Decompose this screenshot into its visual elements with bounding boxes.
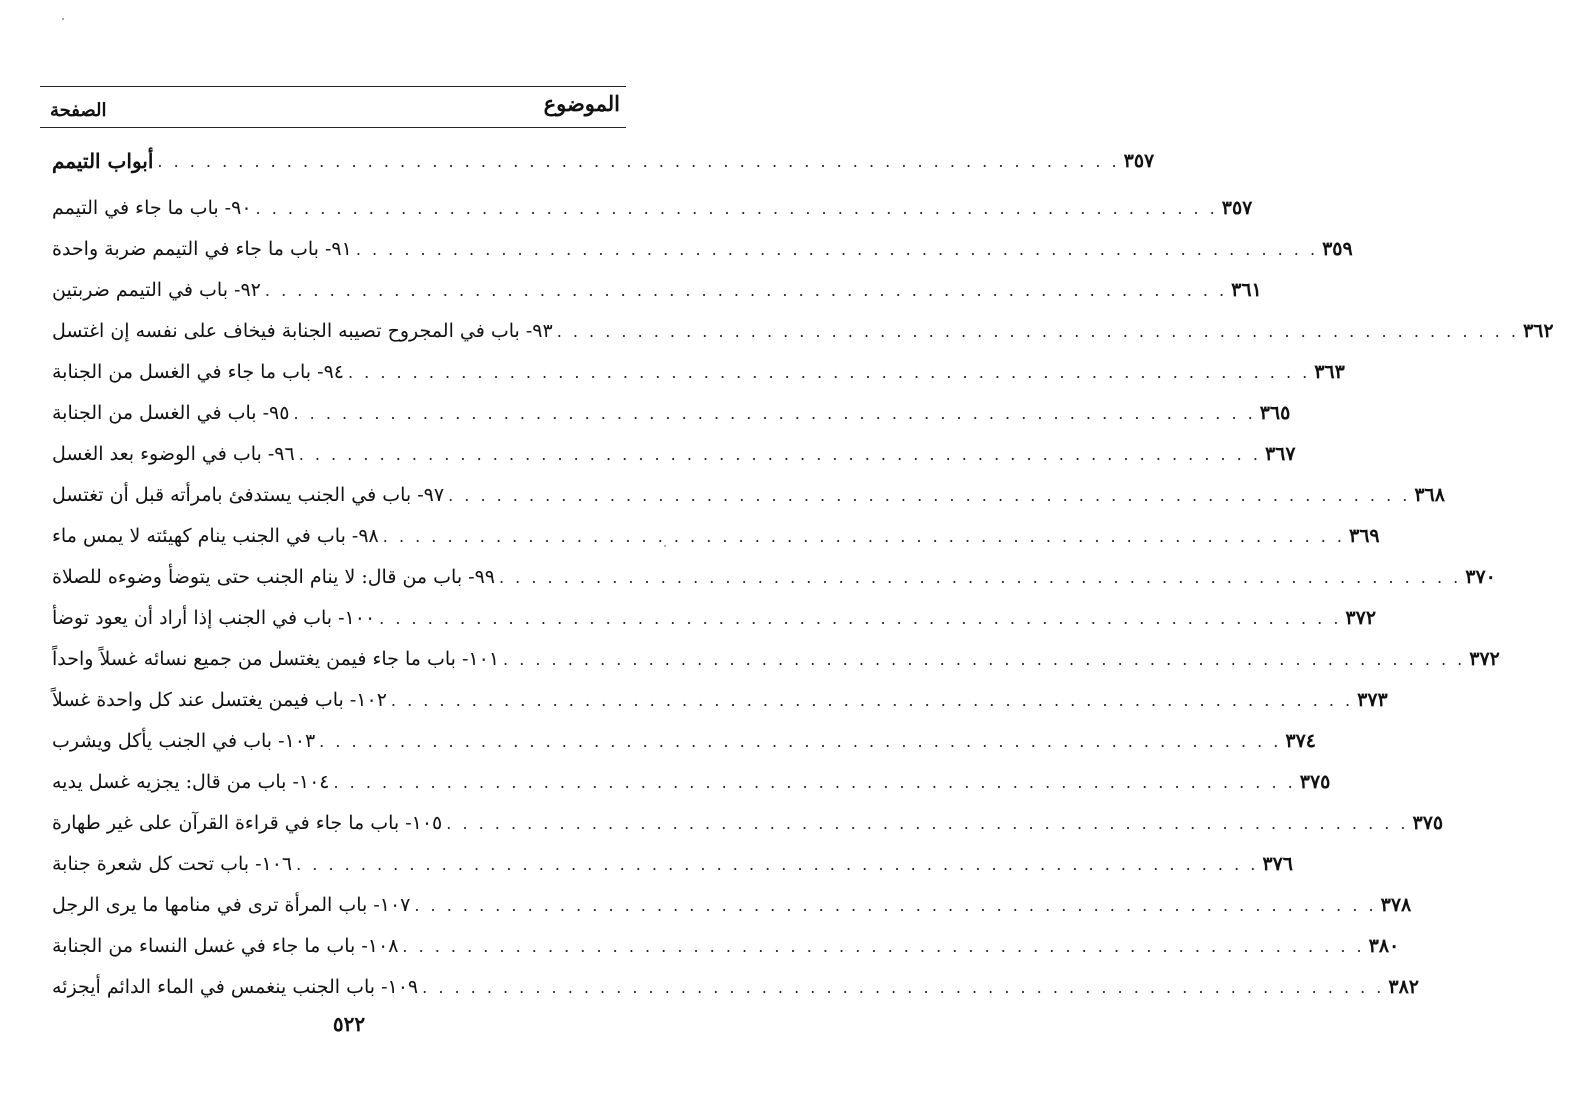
entry-title: ٩٣- باب في المجروح تصيبه الجنابة فيخاف على نفسه إن اغتسل [52,320,553,342]
dot-leader: . . . . . . . . . . . . . . . . . . . . . . . . . . . . . . . . . . . . . . . . . . . . . . . . . . . . . . . . . . . . [319,731,1282,751]
toc-entry [46,559,1496,595]
toc-entry [46,764,1331,800]
entry-title: ٩٥- باب في الغسل من الجنابة [52,402,290,424]
dot-leader: . . . . . . . . . . . . . . . . . . . . . . . . . . . . . . . . . . . . . . . . . . . . . . . . . . . . . . . . . . . . [499,567,1462,587]
footer-page-number: ٥٢٢ [332,1012,366,1036]
entry-page-number: ٣٧٤ [1285,730,1317,752]
dot-leader: . . . . . . . . . . . . . . . . . . . . . . . . . . . . . . . . . . . . . . . . . . . . . . . . . . . . . . . . . . . . [264,280,1228,300]
entry-page-number: ٣٧٨ [1380,894,1412,916]
entry-page-number: ٣٦٢ [1522,320,1554,342]
entry-title: ٩٦- باب في الوضوء بعد الغسل [52,443,295,465]
entry-page-number: ٣٧٢ [1469,648,1500,670]
entry-title: ١٠٥- باب ما جاء في قراءة القرآن على غير طهارة [52,812,443,834]
dot-leader: . . . . . . . . . . . . . . . . . . . . . . . . . . . . . . . . . . . . . . . . . . . . . . . . . . . . . . . . . . . . [390,690,1354,710]
entry-page-number: ٣٧٦ [1262,853,1293,875]
toc-entry [46,928,1400,964]
entry-page-number: ٣٦٥ [1259,402,1291,424]
corner-speck [62,18,64,20]
toc-section-heading [46,143,1155,179]
dot-leader: . . . . . . . . . . . . . . . . . . . . . . . . . . . . . . . . . . . . . . . . . . . . . . . . . . . . . . . . . . . . [255,198,1218,218]
entry-title: ١٠٣- باب في الجنب يأكل ويشرب [52,730,316,752]
toc-entry [46,600,1377,636]
entry-page-number: ٣٨٠ [1368,935,1400,957]
entry-title: ١٠١- باب ما جاء فيمن يغتسل من جميع نسائه غسلاً واحداً [52,648,500,670]
toc-entry [46,313,1554,349]
entry-page-number: ٣٦١ [1231,279,1262,301]
entry-page-number: ٣٧٥ [1299,771,1331,793]
entry-page-number: ٣٧٥ [1412,812,1444,834]
entry-title: ١٠٧- باب المرأة ترى في منامها ما يرى الرجل [52,894,411,916]
toc-entry [46,272,1262,308]
dot-leader: . . . . . . . . . . . . . . . . . . . . . . . . . . . . . . . . . . . . . . . . . . . . . . . . . . . . . . . . . . . . [293,403,1256,423]
header-bottom-rule [40,127,626,128]
dot-leader: . . . . . . . . . . . . . . . . . . . . . . . . . . . . . . . . . . . . . . . . . . . . . . . . . . . . . . . . . . . . [446,813,1409,833]
dot-leader: . . . . . . . . . . . . . . . . . . . . . . . . . . . . . . . . . . . . . . . . . . . . . . . . . . . . . . . . . . . . [382,526,1345,546]
entry-page-number: ٣٦٩ [1349,525,1380,547]
toc-entry [46,846,1293,882]
entry-page-number: ٣٨٢ [1388,976,1419,998]
entry-title: ١٠٩- باب الجنب ينغمس في الماء الدائم أيجزئه [52,976,419,998]
entry-page-number: ٣٧٢ [1345,607,1377,629]
dot-leader: . . . . . . . . . . . . . . . . . . . . . . . . . . . . . . . . . . . . . . . . . . . . . . . . . . . . . . . . . . . . [296,854,1259,874]
entry-title: ١٠٢- باب فيمن يغتسل عند كل واحدة غسلاً [52,689,387,711]
entry-page-number: ٣٦٣ [1314,361,1345,383]
entry-page-number: ٣٦٧ [1264,443,1296,465]
entry-page-number: ٣٥٧ [1221,197,1253,219]
entry-title: ٩١- باب ما جاء في التيمم ضربة واحدة [52,238,352,260]
dot-leader: . . . . . . . . . . . . . . . . . . . . . . . . . . . . . . . . . . . . . . . . . . . . . . . . . . . . . . . . . . . . [448,485,1411,505]
dot-leader: . . . . . . . . . . . . . . . . . . . . . . . . . . . . . . . . . . . . . . . . . . . . . . . . . . . . . . . . . . . . [379,608,1342,628]
toc-entry [46,887,1412,923]
dot-leader: . . . . . . . . . . . . . . . . . . . . . . . . . . . . . . . . . . . . . . . . . . . . . . . . . . . . . . . . . . . . [157,151,1120,171]
dot-leader: . . . . . . . . . . . . . . . . . . . . . . . . . . . . . . . . . . . . . . . . . . . . . . . . . . . . . . . . . . . . [503,649,1466,669]
entry-title: ٩٠- باب ما جاء في التيمم [52,197,252,219]
dot-leader: . . . . . . . . . . . . . . . . . . . . . . . . . . . . . . . . . . . . . . . . . . . . . . . . . . . . . . . . . . . . [355,239,1319,259]
entry-title: ١٠٦- باب تحت كل شعرة جنابة [52,853,293,875]
dot-leader: . . . . . . . . . . . . . . . . . . . . . . . . . . . . . . . . . . . . . . . . . . . . . . . . . . . . . . . . . . . . [298,444,1261,464]
toc-entry [46,805,1444,841]
dot-leader: . . . . . . . . . . . . . . . . . . . . . . . . . . . . . . . . . . . . . . . . . . . . . . . . . . . . . . . . . . . . [333,772,1296,792]
entry-page-number: ٣٦٨ [1414,484,1445,506]
entry-title: ١٠٤- باب من قال: يجزيه غسل يديه [52,771,330,793]
toc-entry [46,395,1291,431]
entry-title: ٩٢- باب في التيمم ضربتين [52,279,261,301]
toc-entry [46,969,1419,1005]
toc-entry [46,518,1380,554]
toc-entry [46,354,1345,390]
entry-title: ٩٤- باب ما جاء في الغسل من الجنابة [52,361,344,383]
toc-entry [46,641,1500,677]
dot-leader: . . . . . . . . . . . . . . . . . . . . . . . . . . . . . . . . . . . . . . . . . . . . . . . . . . . . . . . . . . . . [402,936,1365,956]
entry-title: أبواب التيمم [52,149,154,173]
toc-entry [46,682,1388,718]
dot-leader: . . . . . . . . . . . . . . . . . . . . . . . . . . . . . . . . . . . . . . . . . . . . . . . . . . . . . . . . . . . . [414,895,1377,915]
toc-entry [46,231,1353,267]
header-top-rule [40,86,626,87]
entry-title: ٩٧- باب في الجنب يستدفئ بامرأته قبل أن تغتسل [52,484,445,506]
toc-entry [46,477,1445,513]
toc-entry [46,723,1317,759]
page-column-header: الصفحة [50,100,107,121]
toc-entry [46,436,1296,472]
entry-title: ٩٩- باب من قال: لا ينام الجنب حتى يتوضأ وضوءه للصلاة [52,566,495,588]
entry-title: ٩٨- باب في الجنب ينام كهيئته لا يمس ماء [52,525,379,547]
dot-leader: . . . . . . . . . . . . . . . . . . . . . . . . . . . . . . . . . . . . . . . . . . . . . . . . . . . . . . . . . . . . [422,977,1385,997]
topic-column-header: الموضوع [543,91,620,116]
entry-title: ١٠٠- باب في الجنب إذا أراد أن يعود توضأ [52,607,376,629]
entry-page-number: ٣٥٧ [1123,150,1155,172]
toc-entry [46,190,1253,226]
dot-leader: . . . . . . . . . . . . . . . . . . . . . . . . . . . . . . . . . . . . . . . . . . . . . . . . . . . . . . . . . . . . [347,362,1311,382]
entry-title: ١٠٨- باب ما جاء في غسل النساء من الجنابة [52,935,399,957]
dot-leader: . . . . . . . . . . . . . . . . . . . . . . . . . . . . . . . . . . . . . . . . . . . . . . . . . . . . . . . . . . . . [556,321,1519,341]
entry-page-number: ٣٥٩ [1322,238,1353,260]
entry-page-number: ٣٧٣ [1357,689,1388,711]
entry-page-number: ٣٧٠ [1465,566,1496,588]
